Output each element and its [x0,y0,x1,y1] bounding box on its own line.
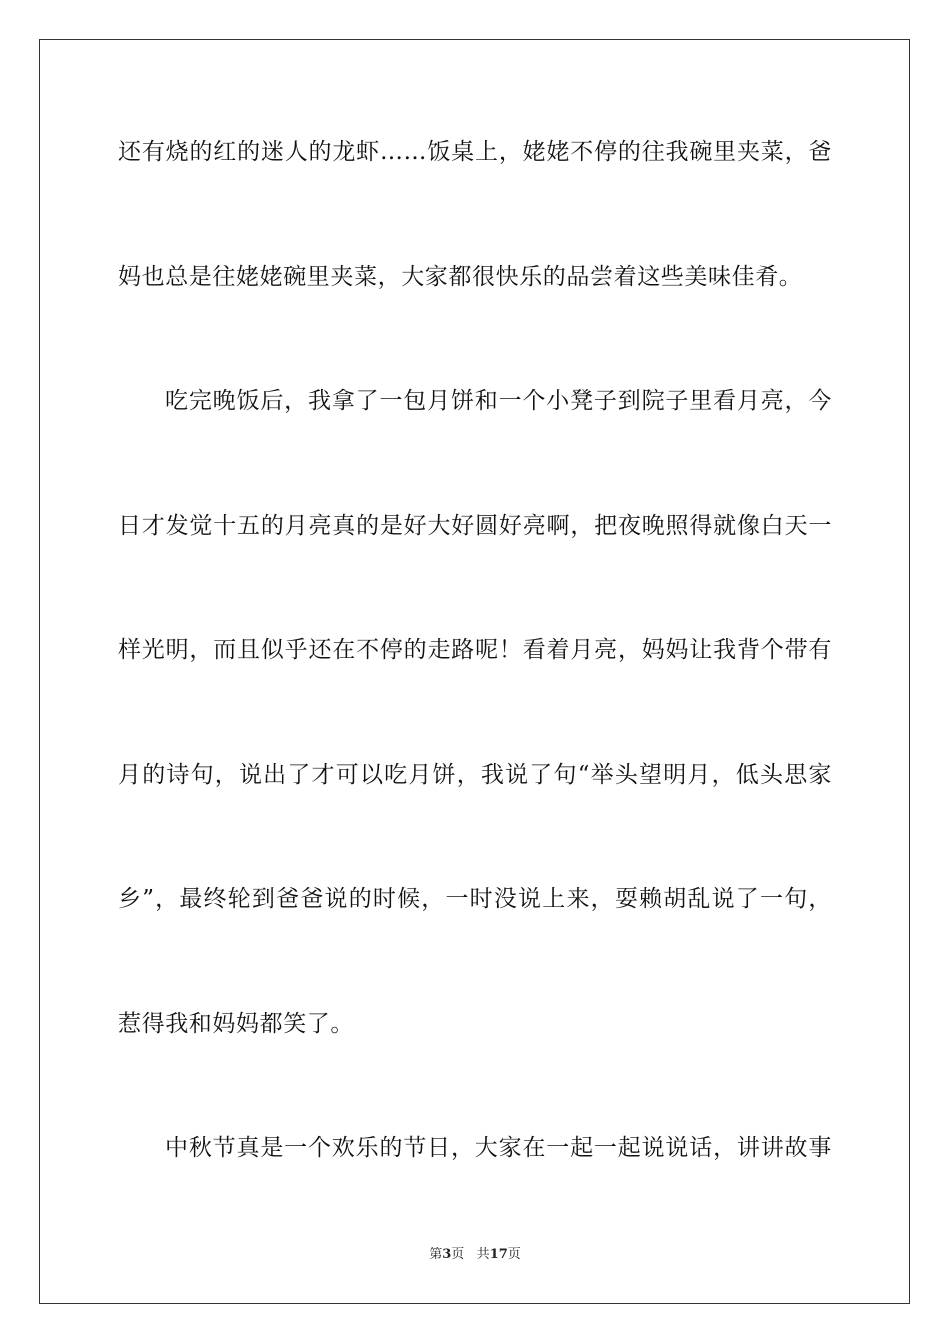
text-line-4: 日才发觉十五的月亮真的是好大好圆好亮啊，把夜晚照得就像白天一 [118,513,832,539]
footer-page-suffix: 页 [451,1247,465,1262]
text-line-8: 惹得我和妈妈都笑了。 [118,1011,354,1037]
text-line-6: 月的诗句，说出了才可以吃月饼，我说了句“举头望明月，低头思家 [118,762,832,788]
footer-page-prefix: 第 [429,1247,443,1262]
footer-total-prefix: 共 [476,1247,490,1262]
footer-total-pages: 17 [489,1247,508,1262]
text-line-9: 中秋节真是一个欢乐的节日，大家在一起一起说说话，讲讲故事 [165,1135,832,1161]
page-frame [39,39,910,1304]
footer-total-suffix: 页 [507,1247,521,1262]
text-line-7: 乡”，最终轮到爸爸说的时候，一时没说上来，耍赖胡乱说了一句， [118,886,832,912]
text-line-2: 妈也总是往姥姥碗里夹菜，大家都很快乐的品尝着这些美味佳肴。 [118,264,803,290]
page-footer [0,1246,950,1264]
text-line-1: 还有烧的红的迷人的龙虾……饭桌上，姥姥不停的往我碗里夹菜，爸 [118,139,832,165]
text-line-3: 吃完晚饭后，我拿了一包月饼和一个小凳子到院子里看月亮，今 [165,388,832,414]
text-line-5: 样光明，而且似乎还在不停的走路呢！看着月亮，妈妈让我背个带有 [118,637,832,663]
footer-page-number: 3 [442,1247,452,1262]
